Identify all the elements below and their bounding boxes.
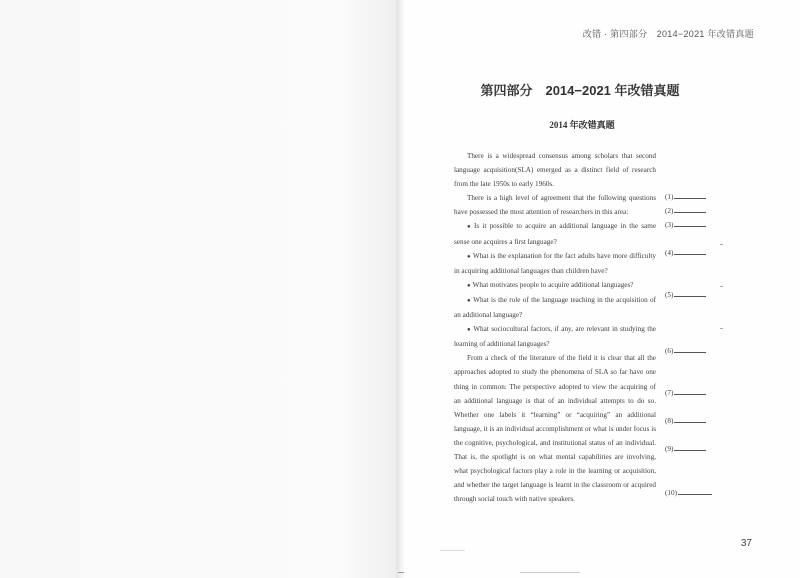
bullet-question — [454, 278, 656, 293]
bullet-text: What sociocultural factors, if any, are relevant in studying the learning of additional languages? — [454, 325, 656, 349]
scan-mark — [520, 572, 580, 573]
answer-blank-4[interactable]: (4) — [665, 249, 706, 257]
bullet-text: What motivates people to acquire additional languages? — [472, 280, 634, 289]
bullet-question — [454, 249, 656, 278]
page-number: 37 — [740, 538, 752, 549]
answer-blank-10[interactable]: (10) — [665, 489, 712, 497]
bullet-text: What is the role of the language teaching in the acquisition of an additional language? — [454, 295, 656, 320]
paragraph: From a check of the literature of the field it is clear that all the approaches adopted to study the phenomena of SLA so far have one thing in common: The perspective adopted to view the acquiring of an additional language is that of an individual attempts to do so. Whether one labels it “learning” or “acquiring” an additional language, it is an individual accomplishment or what is under focus is the cognitive, psychological, and institutional status of an individual. That is, the spotlight is on what mental capabilities are involving, what psychological factors play a role in the learning or acquisition, and whether the target language is learnt in the classroom or acquired through social touch with native speakers. — [454, 354, 656, 504]
scan-mark — [720, 328, 723, 329]
answer-blank-3[interactable]: (3) — [665, 221, 706, 229]
bullet-question — [454, 219, 656, 248]
bullet-icon: ● — [467, 224, 473, 231]
answer-blank-1[interactable]: (1) — [665, 193, 706, 201]
bullet-question — [454, 293, 656, 322]
answer-blank-7[interactable]: (7) — [665, 389, 706, 397]
bullet-question — [454, 322, 656, 351]
scan-mark — [720, 244, 723, 245]
answer-blank-6[interactable]: (6) — [665, 347, 706, 355]
scan-mark — [440, 550, 465, 551]
bullet-icon: ● — [467, 327, 472, 334]
bullet-icon: ● — [467, 297, 472, 304]
answer-blank-9[interactable]: (9) — [665, 445, 706, 453]
paragraph: There is a high level of agreement that the following questions have possessed the most attention of researchers in this area: — [454, 194, 656, 217]
section-title: 第四部分 2014−2021 年改错真题 — [480, 83, 680, 98]
passage — [454, 149, 656, 506]
scan-mark — [398, 572, 404, 573]
scan-mark — [720, 286, 723, 287]
bullet-icon: ● — [467, 253, 471, 260]
bullet-text: What is the explanation for the fact adults have more difficulty in acquiring additional languages than children have? — [454, 251, 656, 275]
exam-year-title: 2014 年改错真题 — [549, 120, 615, 130]
answer-blank-8[interactable]: (8) — [665, 417, 706, 425]
paragraph: There is a widespread consensus among scholars that second language acquisition(SLA) emerged as a distinct field of research from the late 1950s to early 1960s. — [454, 152, 656, 189]
running-head: 改错 · 第四部分 2014−2021 年改错真题 — [582, 29, 754, 39]
answer-blank-2[interactable]: (2) — [665, 207, 706, 215]
bullet-icon: ● — [467, 282, 471, 289]
book-spine — [396, 0, 404, 578]
answer-blank-5[interactable]: (5) — [665, 291, 706, 299]
bullet-text: Is it possible to acquire an additional language in the same sense one acquires a first language? — [454, 222, 657, 246]
